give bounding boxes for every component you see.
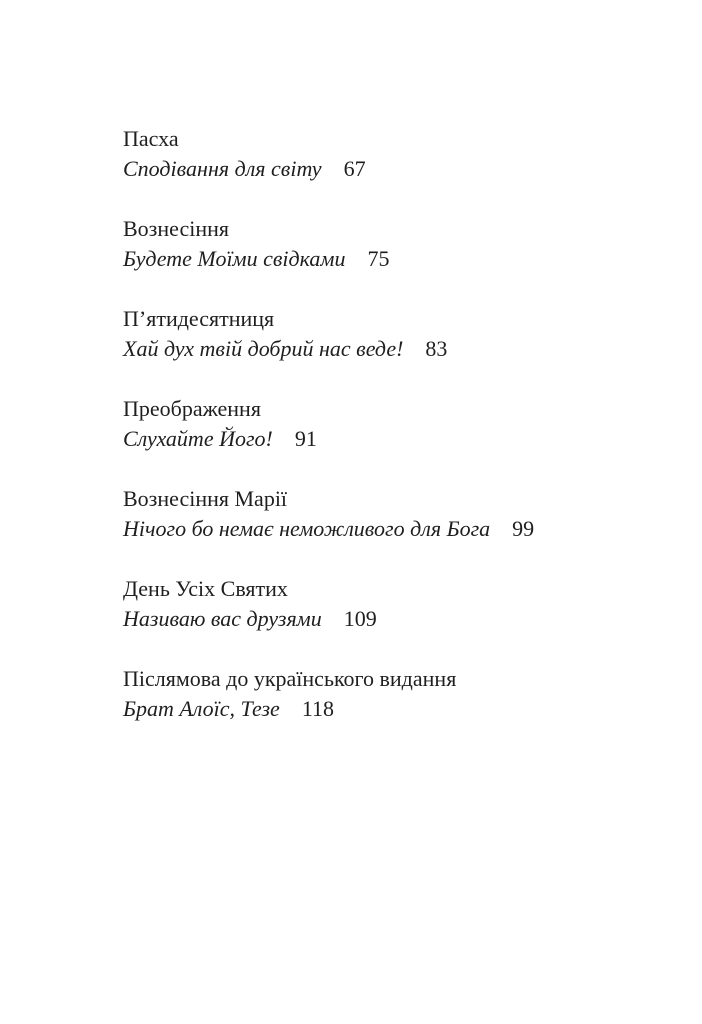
toc-subtitle-line (123, 334, 663, 364)
toc-page-number: 109 (343, 606, 377, 631)
toc-subtitle-line (123, 244, 663, 274)
toc-subtitle: Брат Алоїс, Тезе (123, 696, 280, 721)
toc-feast-title: Пасха (123, 126, 179, 151)
toc-feast-title: Післямова до українського видання (123, 666, 457, 691)
toc-subtitle-line (123, 604, 663, 634)
table-of-contents (123, 124, 663, 754)
toc-page-number: 99 (512, 516, 535, 541)
toc-entry (123, 304, 663, 362)
toc-entry (123, 124, 663, 182)
toc-entry (123, 664, 663, 722)
toc-feast-title: П’ятидесятниця (123, 306, 275, 331)
toc-subtitle-line (123, 514, 663, 544)
toc-feast-title: Преображення (123, 396, 261, 421)
toc-page-number: 118 (301, 696, 334, 721)
toc-feast-title: Вознесіння (123, 216, 229, 241)
toc-entry (123, 574, 663, 632)
toc-page-number: 75 (367, 246, 390, 271)
toc-entry (123, 394, 663, 452)
toc-feast-title: День Усіх Святих (123, 576, 288, 601)
toc-entry (123, 484, 663, 542)
toc-subtitle-line (123, 424, 663, 454)
toc-subtitle: Називаю вас друзями (123, 606, 322, 631)
toc-feast-title: Вознесіння Марії (123, 486, 288, 511)
toc-page-number: 91 (294, 426, 317, 451)
toc-page-number: 67 (343, 156, 366, 181)
toc-subtitle-line (123, 154, 663, 184)
toc-subtitle: Слухайте Його! (123, 426, 273, 451)
toc-subtitle: Сподівання для світу (123, 156, 322, 181)
toc-entry (123, 214, 663, 272)
toc-subtitle: Хай дух твій добрий нас веде! (123, 336, 404, 361)
toc-page-number: 83 (425, 336, 448, 361)
toc-subtitle-line (123, 694, 663, 724)
toc-subtitle: Будете Моїми свідками (123, 246, 346, 271)
toc-subtitle: Нічого бо немає неможливого для Бога (123, 516, 491, 541)
